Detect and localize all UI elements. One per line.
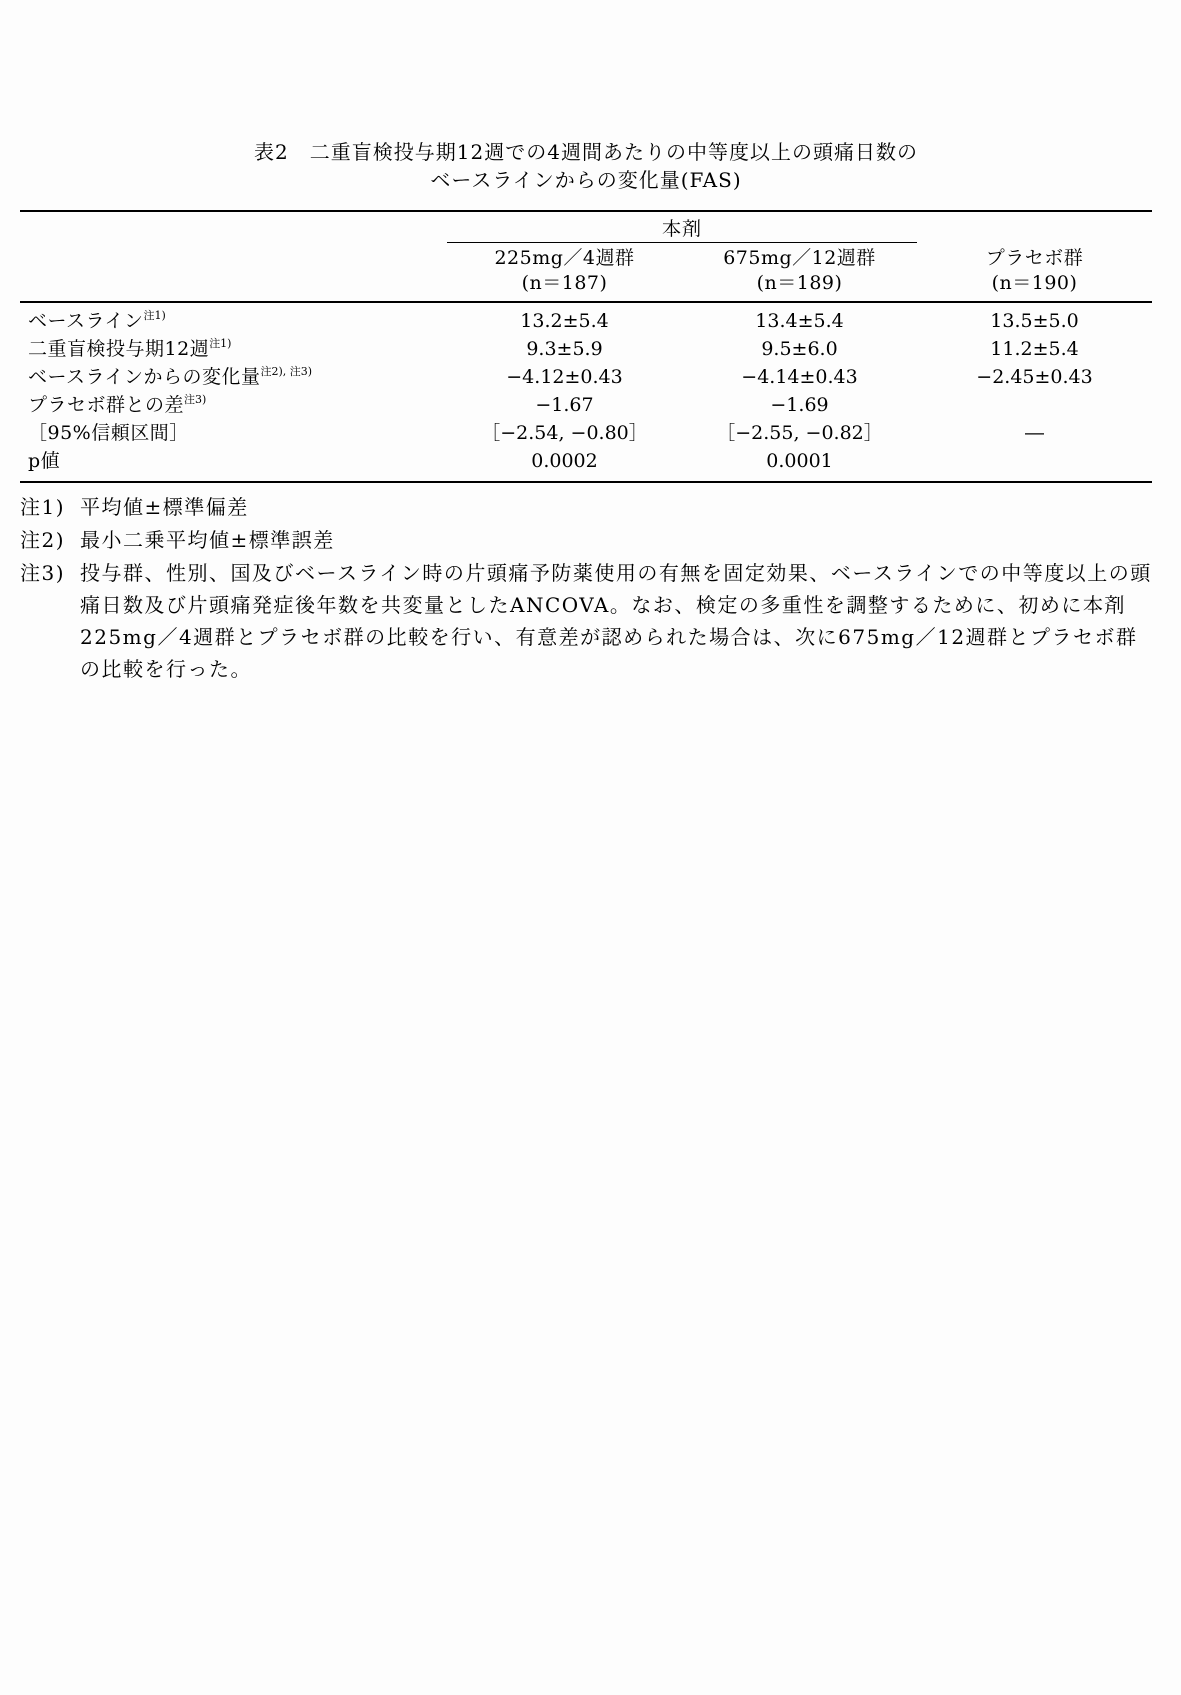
column-header-225mg: [447, 243, 682, 302]
footnote-1: [20, 491, 1152, 523]
row-label: [20, 391, 447, 419]
table-row-p-value: [20, 447, 1152, 482]
row-label: [20, 363, 447, 391]
row-label-text: 二重盲検投与期12週: [28, 338, 210, 360]
table-body: [20, 302, 1152, 482]
group-header-drug: 本剤: [447, 212, 917, 243]
group-header-spacer: [20, 211, 447, 243]
cell-value: [917, 447, 1152, 482]
column-header-empty: [20, 243, 447, 302]
column-header-placebo: [917, 243, 1152, 302]
row-label-text: プラセボ群との差: [28, 394, 185, 416]
row-label-text: ［95%信頼区間］: [28, 422, 189, 444]
results-table: [20, 210, 1152, 483]
cell-value: ―: [1025, 422, 1045, 444]
cell-value: 9.5±6.0: [761, 338, 838, 360]
cell-value: 0.0001: [766, 450, 833, 472]
cell-value: 0.0002: [531, 450, 598, 472]
group-header-cell: [447, 211, 917, 243]
table-title-line1: 表2 二重盲検投与期12週での4週間あたりの中等度以上の頭痛日数の: [254, 140, 918, 164]
cell-value: 9.3±5.9: [526, 338, 603, 360]
cell-value: 13.2±5.4: [520, 310, 609, 332]
column-header-675mg-n: (n＝189): [756, 272, 843, 294]
footnote-2-marker: 注2): [20, 528, 66, 552]
footnote-ref: 注3): [184, 392, 207, 406]
footnote-3-marker: 注3): [20, 561, 66, 585]
row-label: [20, 302, 447, 335]
footnote-3-text: 投与群、性別、国及びベースライン時の片頭痛予防薬使用の有無を固定効果、ベースラインでの中等度以上の頭痛日数及び片頭痛発症後年数を共変量としたANCOVA。なお、検定の多重性を調整するために、初めに本剤225mg／4週群とプラセボ群の比較を行い、有意差が認められた場合は、次に675mg／12週群とプラセボ群の比較を行った。: [80, 561, 1152, 681]
footnote-ref: 注2), 注3): [260, 364, 313, 378]
group-header-spacer-right: [917, 211, 1152, 243]
column-header-675mg: [682, 243, 917, 302]
cell-value: −4.12±0.43: [506, 366, 623, 388]
cell-value: ［−2.54, −0.80］: [481, 422, 648, 444]
table-row-diff-vs-placebo: [20, 391, 1152, 419]
footnote-ref: 注1): [209, 336, 232, 350]
cell-value: [917, 391, 1152, 419]
cell-value: 13.5±5.0: [990, 310, 1079, 332]
footnote-ref: 注1): [143, 308, 166, 322]
table-row-confidence-interval: [20, 419, 1152, 447]
table-header: [20, 211, 1152, 302]
column-header-225mg-n: (n＝187): [521, 272, 608, 294]
cell-value: 13.4±5.4: [755, 310, 844, 332]
cell-value: −1.69: [770, 394, 829, 416]
cell-value: 11.2±5.4: [990, 338, 1079, 360]
column-header-225mg-name: 225mg／4週群: [494, 247, 635, 269]
row-label-text: ベースライン: [28, 310, 144, 332]
cell-value: −2.45±0.43: [976, 366, 1093, 388]
footnote-1-text: 平均値±標準偏差: [80, 495, 249, 519]
column-header-placebo-n: (n＝190): [991, 272, 1078, 294]
cell-value: ［−2.55, −0.82］: [716, 422, 883, 444]
column-header-row: [20, 243, 1152, 302]
table-title: [20, 138, 1152, 194]
row-label-text: p値: [28, 450, 61, 472]
row-label: [20, 447, 447, 482]
table-row-week12: [20, 335, 1152, 363]
table-row-change-from-baseline: [20, 363, 1152, 391]
row-label: [20, 335, 447, 363]
row-label: [20, 419, 447, 447]
footnotes: [20, 491, 1152, 685]
row-label-text: ベースラインからの変化量: [28, 366, 261, 388]
table-title-line2: ベースラインからの変化量(FAS): [430, 168, 742, 192]
group-header-row: [20, 211, 1152, 243]
footnote-2-text: 最小二乗平均値±標準誤差: [80, 528, 335, 552]
cell-value: −4.14±0.43: [741, 366, 858, 388]
table-row-baseline: [20, 302, 1152, 335]
footnote-3: [20, 557, 1152, 685]
column-header-placebo-name: プラセボ群: [985, 247, 1084, 269]
footnote-2: [20, 524, 1152, 556]
cell-value: −1.67: [535, 394, 594, 416]
document-content: [20, 138, 1152, 685]
footnote-1-marker: 注1): [20, 495, 66, 519]
column-header-675mg-name: 675mg／12週群: [723, 247, 876, 269]
